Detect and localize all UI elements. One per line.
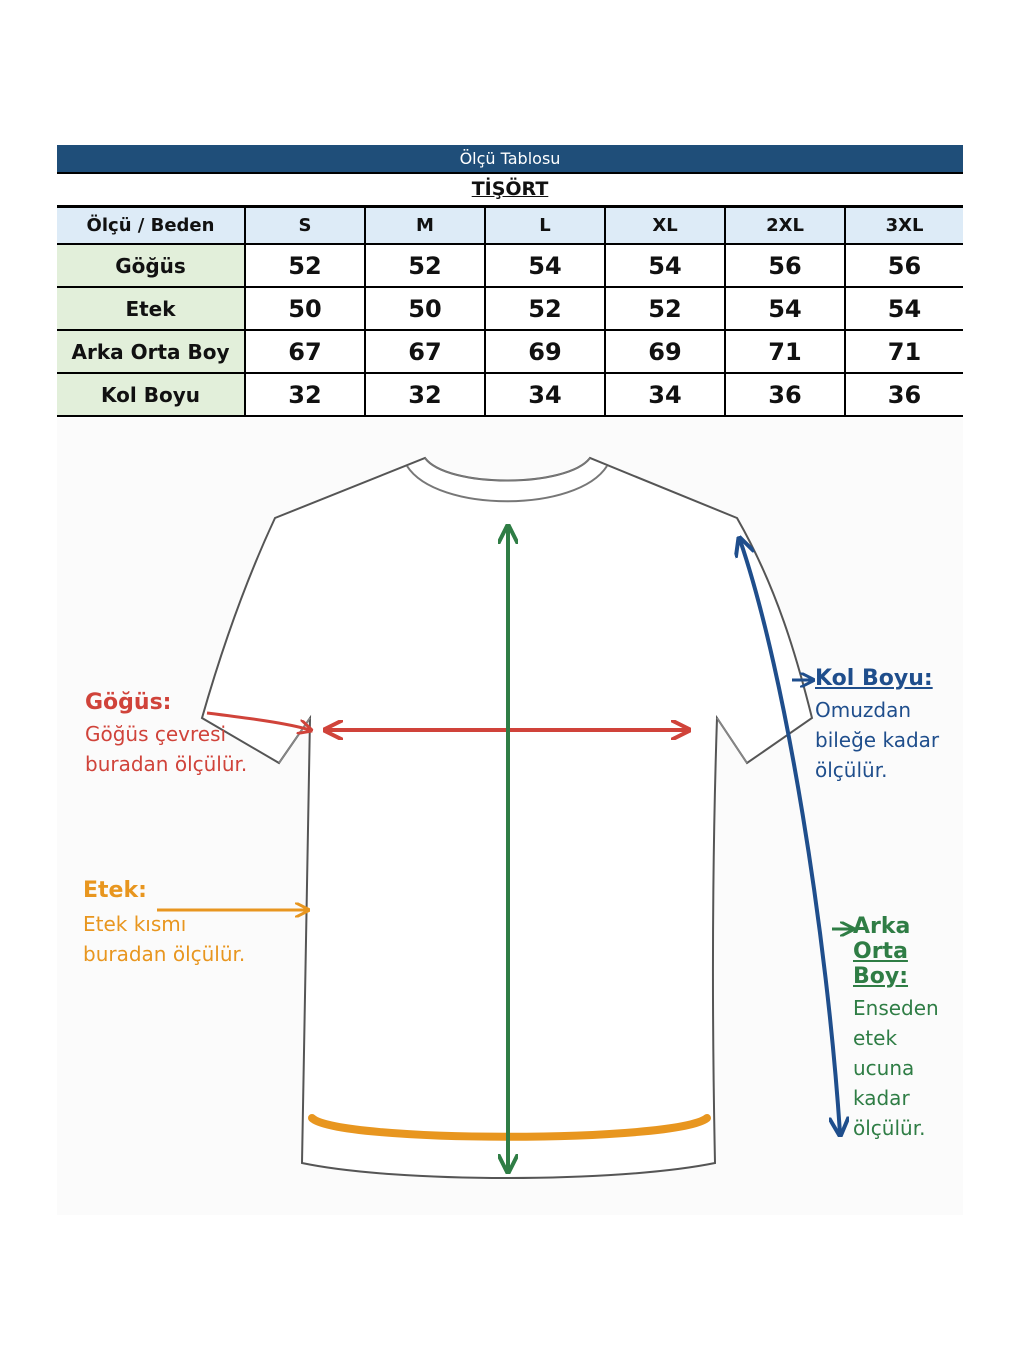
sleeve-heading: Kol Boyu: <box>815 666 933 691</box>
chest-line-1: Göğüs çevresi <box>85 722 227 746</box>
table-cell: 54 <box>725 287 845 330</box>
tshirt-outline-icon <box>57 418 963 1215</box>
row-label: Kol Boyu <box>57 373 245 416</box>
table-cell: 71 <box>845 330 963 373</box>
table-row <box>57 244 963 287</box>
table-cell: 36 <box>845 373 963 416</box>
table-cell: 36 <box>725 373 845 416</box>
hem-line-2: buradan ölçülür. <box>83 942 246 966</box>
table-cell: 50 <box>245 287 365 330</box>
header-cell-measure-size: Ölçü / Beden <box>57 207 245 245</box>
table-header-row <box>57 207 963 245</box>
table-row <box>57 330 963 373</box>
sleeve-line-3: ölçülür. <box>815 758 888 782</box>
hem-note <box>83 878 245 969</box>
table-cell: 54 <box>485 244 605 287</box>
table-cell: 52 <box>365 244 485 287</box>
row-label: Arka Orta Boy <box>57 330 245 373</box>
header-cell-m: M <box>365 207 485 245</box>
table-cell: 32 <box>365 373 485 416</box>
table-cell: 34 <box>605 373 725 416</box>
hem-heading: Etek: <box>83 878 147 903</box>
table-title: Ölçü Tablosu <box>57 145 963 174</box>
table-cell: 56 <box>725 244 845 287</box>
table-cell: 52 <box>605 287 725 330</box>
table-cell: 50 <box>365 287 485 330</box>
table-cell: 34 <box>485 373 605 416</box>
table-cell: 52 <box>485 287 605 330</box>
table-row <box>57 373 963 416</box>
header-cell-l: L <box>485 207 605 245</box>
table-cell: 56 <box>845 244 963 287</box>
table-cell: 54 <box>605 244 725 287</box>
back-line-4: ölçülür. <box>853 1116 926 1140</box>
table-subtitle: TİŞÖRT <box>471 178 549 200</box>
table-cell: 71 <box>725 330 845 373</box>
header-cell-s: S <box>245 207 365 245</box>
table-cell: 32 <box>245 373 365 416</box>
row-label: Göğüs <box>57 244 245 287</box>
back-heading-2: Orta Boy: <box>853 939 909 989</box>
chest-note <box>85 690 247 779</box>
back-length-note <box>853 914 963 1143</box>
table-cell: 52 <box>245 244 365 287</box>
row-label: Etek <box>57 287 245 330</box>
sleeve-line-2: bileğe kadar <box>815 728 940 752</box>
tshirt-diagram <box>57 418 963 1215</box>
table-row <box>57 287 963 330</box>
back-line-1: Enseden <box>853 996 939 1020</box>
sleeve-line-1: Omuzdan <box>815 698 912 722</box>
sleeve-note <box>815 666 939 785</box>
table-cell: 69 <box>485 330 605 373</box>
hem-line-1: Etek kısmı <box>83 912 187 936</box>
header-cell-2xl: 2XL <box>725 207 845 245</box>
table-cell: 67 <box>245 330 365 373</box>
size-table <box>57 205 963 417</box>
back-heading-1: Arka <box>853 914 911 939</box>
table-cell: 67 <box>365 330 485 373</box>
table-cell: 69 <box>605 330 725 373</box>
header-cell-3xl: 3XL <box>845 207 963 245</box>
back-line-3: kadar <box>853 1086 910 1110</box>
chest-line-2: buradan ölçülür. <box>85 752 248 776</box>
back-line-2: etek ucuna <box>853 1026 915 1080</box>
header-cell-xl: XL <box>605 207 725 245</box>
table-cell: 54 <box>845 287 963 330</box>
chest-heading: Göğüs: <box>85 690 172 715</box>
